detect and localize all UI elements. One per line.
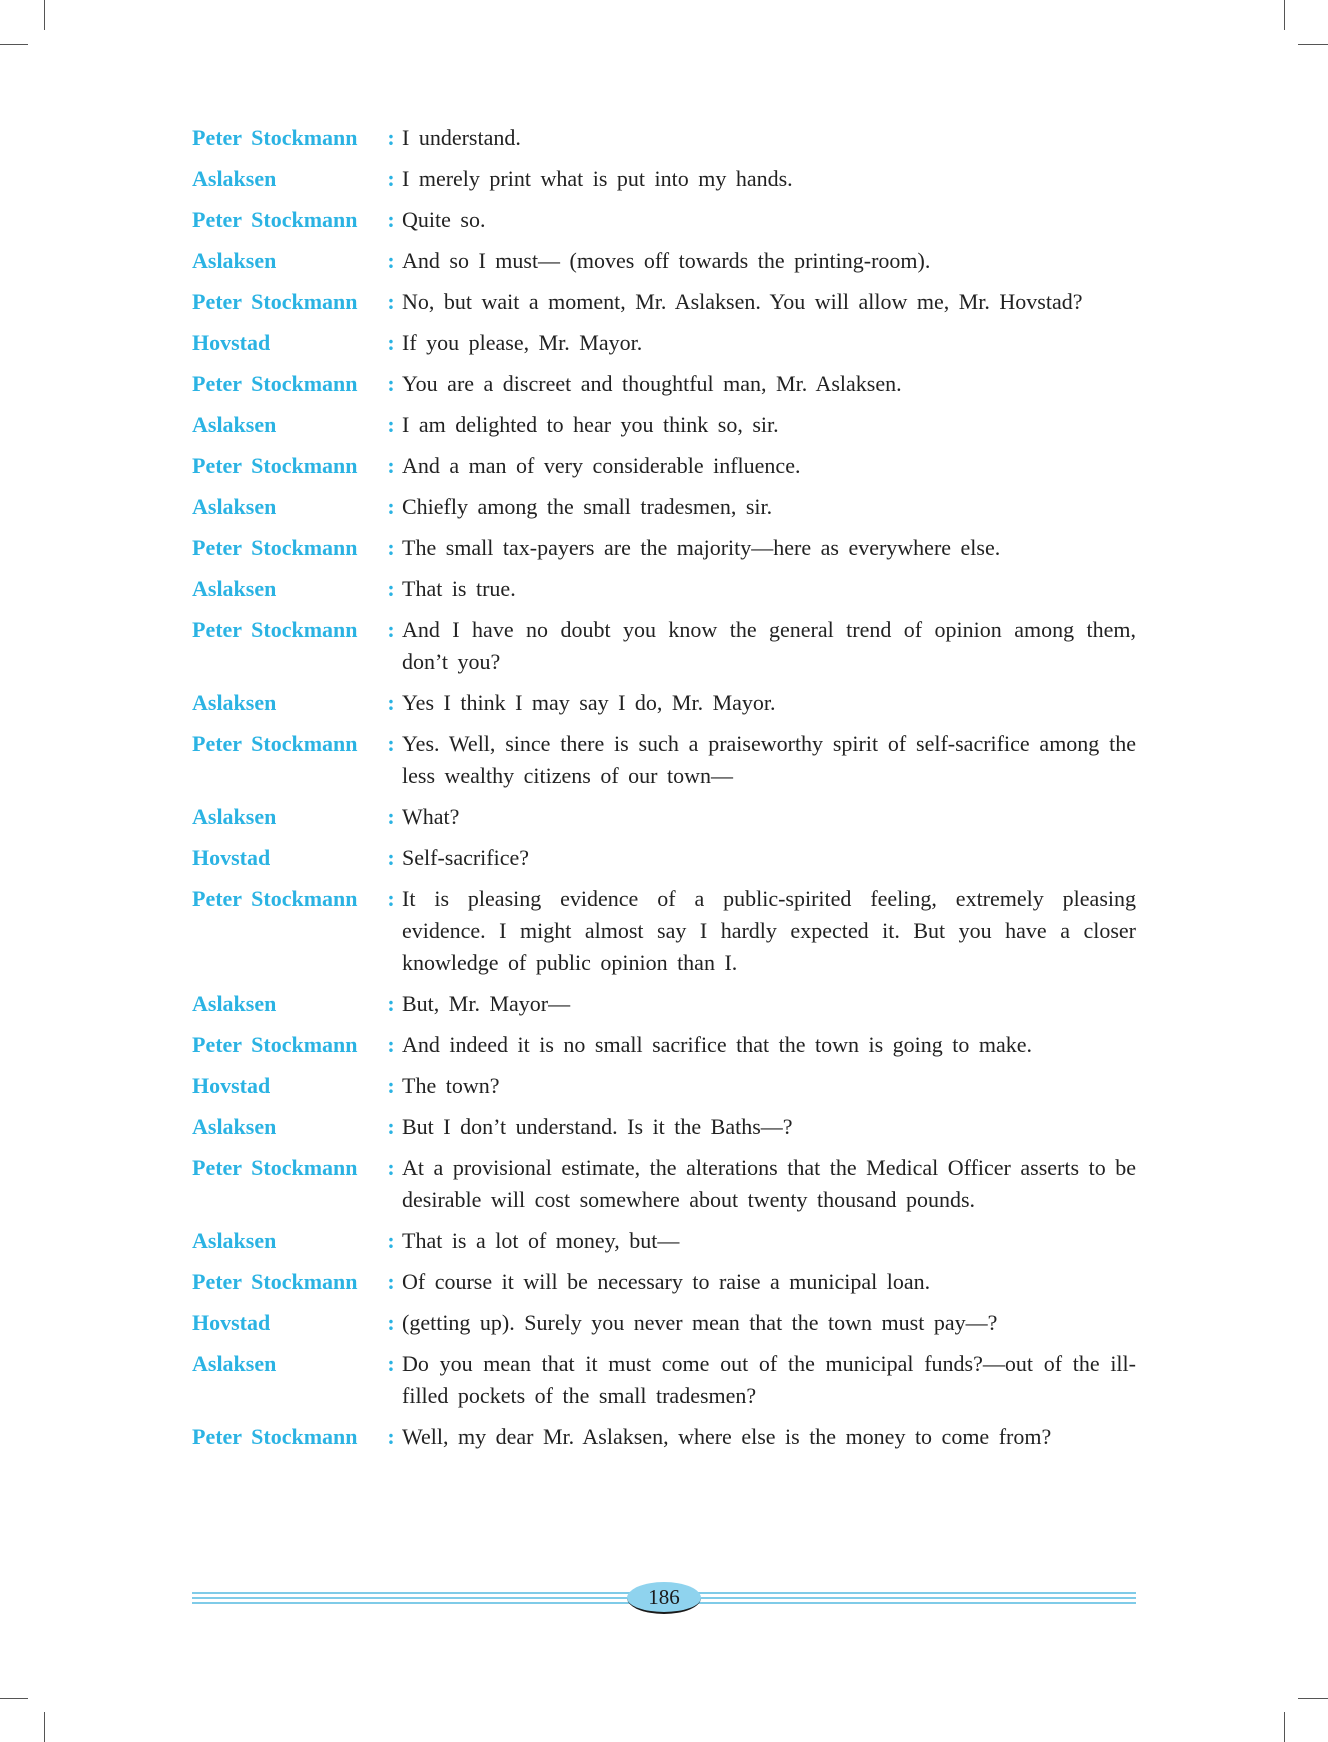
dialogue-line [192,1307,1136,1339]
speaker-name: Peter Stockmann [192,731,358,756]
speech-text: No, but wait a moment, Mr. Aslaksen. You will allow me, Mr. Hovstad? [402,289,1083,314]
page-footer [192,1578,1136,1618]
dialogue-line [192,614,1136,678]
speech-text: The small tax-payers are the majority—here as everywhere else. [402,535,1001,560]
speaker-colon: : [387,1073,395,1098]
speech-text: I understand. [402,125,521,150]
speech-text: But, Mr. Mayor— [402,991,571,1016]
speaker-colon: : [387,453,395,478]
speaker-colon: : [387,1269,395,1294]
speaker-name: Aslaksen [192,690,277,715]
dialogue-line [192,204,1136,236]
speaker-name: Peter Stockmann [192,535,358,560]
speaker-colon: : [387,494,395,519]
page-number: 186 [627,1582,701,1614]
speaker-name: Hovstad [192,845,271,870]
speech-text: I merely print what is put into my hands. [402,166,793,191]
crop-mark [0,44,28,45]
speaker-colon: : [387,617,395,642]
dialogue-line [192,1070,1136,1102]
speaker-name: Peter Stockmann [192,1032,358,1057]
speech-text: Self-sacrifice? [402,845,530,870]
speaker-name: Aslaksen [192,248,277,273]
speaker-colon: : [387,125,395,150]
speaker-name: Aslaksen [192,576,277,601]
speaker-colon: : [387,1228,395,1253]
crop-mark [1284,0,1285,30]
dialogue-line [192,1348,1136,1412]
crop-mark [44,0,45,30]
speaker-name: Peter Stockmann [192,453,358,478]
speech-text: But I don’t understand. Is it the Baths—? [402,1114,793,1139]
speaker-colon: : [387,845,395,870]
dialogue-line [192,573,1136,605]
dialogue-line [192,842,1136,874]
speaker-name: Aslaksen [192,494,277,519]
speaker-colon: : [387,1351,395,1376]
speech-text: You are a discreet and thoughtful man, Mr. Aslaksen. [402,371,902,396]
speaker-name: Peter Stockmann [192,1424,358,1449]
speaker-colon: : [387,1155,395,1180]
dialogue-line [192,883,1136,979]
dialogue-line [192,988,1136,1020]
speaker-colon: : [387,886,395,911]
speaker-colon: : [387,991,395,1016]
speaker-name: Aslaksen [192,991,277,1016]
speech-text: Yes I think I may say I do, Mr. Mayor. [402,690,776,715]
dialogue-line [192,409,1136,441]
speaker-colon: : [387,576,395,601]
speech-text: (getting up). Surely you never mean that the town must pay—? [402,1310,998,1335]
dialogue-line [192,728,1136,792]
dialogue-line [192,1421,1136,1453]
dialogue-line [192,1152,1136,1216]
speech-text: Of course it will be necessary to raise a municipal loan. [402,1269,931,1294]
dialogue-line [192,245,1136,277]
speaker-name: Peter Stockmann [192,289,358,314]
speech-text: Well, my dear Mr. Aslaksen, where else is the money to come from? [402,1424,1052,1449]
speaker-colon: : [387,1310,395,1335]
speech-text: That is true. [402,576,516,601]
speaker-name: Aslaksen [192,412,277,437]
speech-text: That is a lot of money, but— [402,1228,680,1253]
speech-text: At a provisional estimate, the alterations that the Medical Officer asserts to be desirable will cost somewhere about twenty thousand pounds. [402,1155,1136,1212]
speaker-colon: : [387,166,395,191]
speaker-colon: : [387,207,395,232]
speech-text: I am delighted to hear you think so, sir. [402,412,779,437]
speaker-name: Peter Stockmann [192,886,358,911]
dialogue-line [192,327,1136,359]
speech-text: And so I must— (moves off towards the printing-room). [402,248,931,273]
speaker-colon: : [387,731,395,756]
dialogue-line [192,1111,1136,1143]
speaker-name: Peter Stockmann [192,207,358,232]
speaker-colon: : [387,248,395,273]
speaker-name: Peter Stockmann [192,1269,358,1294]
speaker-name: Peter Stockmann [192,617,358,642]
speech-text: Quite so. [402,207,486,232]
speaker-colon: : [387,690,395,715]
dialogue-line [192,122,1136,154]
speaker-colon: : [387,535,395,560]
dialogue-line [192,1029,1136,1061]
speaker-colon: : [387,804,395,829]
speaker-name: Aslaksen [192,1351,277,1376]
speaker-name: Aslaksen [192,804,277,829]
dialogue-line [192,1266,1136,1298]
speaker-name: Hovstad [192,1310,271,1335]
speaker-name: Peter Stockmann [192,125,358,150]
speech-text: The town? [402,1073,500,1098]
crop-mark [0,1698,28,1699]
speaker-colon: : [387,1114,395,1139]
speaker-colon: : [387,1424,395,1449]
speech-text: What? [402,804,460,829]
speaker-name: Aslaksen [192,1114,277,1139]
dialogue-line [192,368,1136,400]
speech-text: Yes. Well, since there is such a praiseworthy spirit of self-sacrifice among the less wealthy citizens of our town— [402,731,1136,788]
dialogue-line [192,801,1136,833]
crop-mark [44,1712,45,1742]
dialogue-block [192,122,1136,1462]
speech-text: If you please, Mr. Mayor. [402,330,643,355]
crop-mark [1298,1698,1328,1699]
speaker-name: Aslaksen [192,1228,277,1253]
dialogue-line [192,532,1136,564]
speech-text: And a man of very considerable influence. [402,453,801,478]
speech-text: Do you mean that it must come out of the municipal funds?—out of the ill-filled pockets of the small tradesmen? [402,1351,1136,1408]
crop-mark [1284,1712,1285,1742]
speaker-name: Peter Stockmann [192,1155,358,1180]
crop-mark [1298,44,1328,45]
speaker-name: Aslaksen [192,166,277,191]
speech-text: And indeed it is no small sacrifice that the town is going to make. [402,1032,1032,1057]
speaker-colon: : [387,1032,395,1057]
speaker-name: Hovstad [192,1073,271,1098]
speaker-colon: : [387,412,395,437]
speech-text: It is pleasing evidence of a public-spirited feeling, extremely pleasing evidence. I might almost say I hardly expected it. But you have a closer knowledge of public opinion than I. [402,886,1136,975]
speaker-name: Peter Stockmann [192,371,358,396]
dialogue-line [192,163,1136,195]
speech-text: And I have no doubt you know the general trend of opinion among them, don’t you? [402,617,1136,674]
dialogue-line [192,286,1136,318]
dialogue-line [192,450,1136,482]
speech-text: Chiefly among the small tradesmen, sir. [402,494,773,519]
dialogue-line [192,687,1136,719]
dialogue-line [192,1225,1136,1257]
speaker-colon: : [387,330,395,355]
dialogue-line [192,491,1136,523]
speaker-colon: : [387,371,395,396]
speaker-name: Hovstad [192,330,271,355]
speaker-colon: : [387,289,395,314]
